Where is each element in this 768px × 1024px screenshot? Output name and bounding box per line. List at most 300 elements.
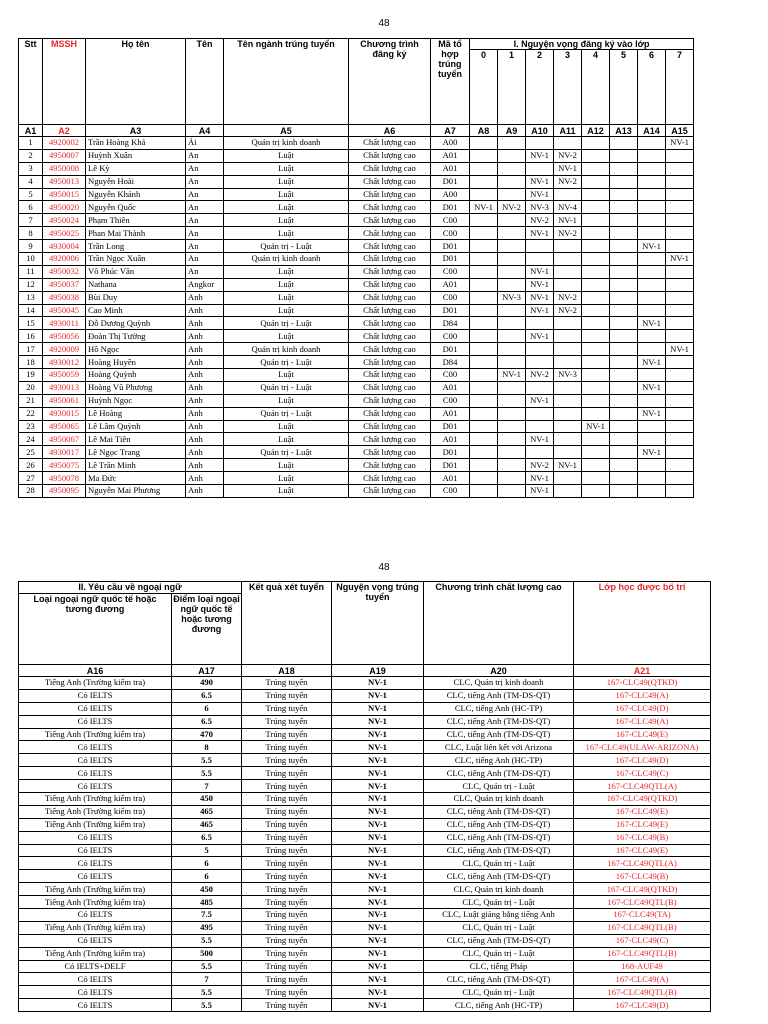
table-row xyxy=(19,162,694,175)
table-cell: 12 xyxy=(19,278,43,291)
table-cell: Trúng tuyển xyxy=(242,999,332,1012)
table-cell: C00 xyxy=(431,214,470,227)
table-cell: 4950037 xyxy=(43,278,86,291)
table-cell xyxy=(666,394,694,407)
table-cell: Chất lượng cao xyxy=(349,381,431,394)
table-row xyxy=(19,960,711,973)
table-cell: 27 xyxy=(19,472,43,485)
table-cell xyxy=(498,188,526,201)
table-cell xyxy=(554,472,582,485)
table-cell: NV-1 xyxy=(332,947,424,960)
table-cell: 167-CLC49(A) xyxy=(574,689,711,702)
table-cell: CLC, Quản trị - Luật xyxy=(424,947,574,960)
table-cell: NV-1 xyxy=(332,921,424,934)
table-cell: Có IELTS xyxy=(19,909,172,922)
column-code: A16 xyxy=(19,665,172,677)
table-cell: A01 xyxy=(431,162,470,175)
table-row xyxy=(19,921,711,934)
table-cell: NV-2 xyxy=(554,304,582,317)
table-row xyxy=(19,857,711,870)
table-cell xyxy=(582,227,610,240)
table-cell: Anh xyxy=(186,291,224,304)
table-cell xyxy=(498,265,526,278)
table-cell: An xyxy=(186,201,224,214)
table-cell: CLC, tiếng Anh (TM-DS-QT) xyxy=(424,818,574,831)
table-cell: CLC, tiếng Anh (TM-DS-QT) xyxy=(424,844,574,857)
table-cell xyxy=(498,394,526,407)
table-cell xyxy=(582,162,610,175)
table-cell: Tiếng Anh (Trường kiểm tra) xyxy=(19,677,172,690)
table-cell: Luật xyxy=(224,188,349,201)
table-cell: NV-1 xyxy=(638,356,666,369)
table-cell xyxy=(610,446,638,459)
table-cell: Hồ Ngọc xyxy=(86,343,186,356)
table-cell xyxy=(582,330,610,343)
table-cell: NV-1 xyxy=(470,201,498,214)
table-cell: 6.5 xyxy=(172,715,242,728)
table-cell: Có IELTS xyxy=(19,831,172,844)
table-cell: Chất lượng cao xyxy=(349,446,431,459)
table-cell xyxy=(610,304,638,317)
table-cell: 4950045 xyxy=(43,304,86,317)
table-cell xyxy=(498,330,526,343)
header-nv-6: 6 xyxy=(638,50,666,125)
table-cell xyxy=(666,472,694,485)
table-cell: 490 xyxy=(172,677,242,690)
table-row xyxy=(19,227,694,240)
table-cell: Có IELTS xyxy=(19,870,172,883)
table-cell: 5 xyxy=(172,844,242,857)
table-cell: 4950095 xyxy=(43,485,86,498)
table-cell: Angkor xyxy=(186,278,224,291)
table-cell xyxy=(470,330,498,343)
table-cell xyxy=(554,394,582,407)
table-cell: CLC, Quản trị kinh doanh xyxy=(424,883,574,896)
table-cell: C00 xyxy=(431,369,470,382)
table-cell xyxy=(610,265,638,278)
table-row xyxy=(19,767,711,780)
table-cell xyxy=(470,343,498,356)
table-cell: 8 xyxy=(172,741,242,754)
table-cell xyxy=(666,446,694,459)
table-cell xyxy=(526,240,554,253)
table-row xyxy=(19,805,711,818)
table-cell: A01 xyxy=(431,278,470,291)
table-cell xyxy=(582,291,610,304)
table-cell: C00 xyxy=(431,485,470,498)
table-cell: Luật xyxy=(224,459,349,472)
table-cell: CLC, tiếng Anh (HC-TP) xyxy=(424,754,574,767)
table-cell xyxy=(554,137,582,150)
table-cell: 167-CLC49(QTKD) xyxy=(574,883,711,896)
table-row xyxy=(19,394,694,407)
header-nguyen-vong-trung-tuyen: Nguyện vọng trúng tuyển xyxy=(332,582,424,665)
table-cell: 4930004 xyxy=(43,240,86,253)
table-cell: 4930011 xyxy=(43,317,86,330)
table-row xyxy=(19,986,711,999)
table-cell: Có IELTS xyxy=(19,999,172,1012)
table-cell: 20 xyxy=(19,381,43,394)
table-cell xyxy=(610,227,638,240)
table-cell: D01 xyxy=(431,201,470,214)
table-row xyxy=(19,973,711,986)
table-cell: Chất lượng cao xyxy=(349,459,431,472)
table-cell: Luật xyxy=(224,394,349,407)
table-cell xyxy=(638,278,666,291)
table-cell xyxy=(610,253,638,266)
table-cell: 167-CLC49QTL(A) xyxy=(574,857,711,870)
table-cell: 19 xyxy=(19,369,43,382)
table-cell: Chất lượng cao xyxy=(349,304,431,317)
table-cell: Nathana xyxy=(86,278,186,291)
table-cell: Chất lượng cao xyxy=(349,188,431,201)
table-cell: NV-1 xyxy=(332,818,424,831)
table-cell: Bùi Duy xyxy=(86,291,186,304)
table-row xyxy=(19,999,711,1012)
table-cell xyxy=(498,162,526,175)
table-cell: NV-1 xyxy=(332,973,424,986)
table-cell xyxy=(638,253,666,266)
table-cell: Luật xyxy=(224,149,349,162)
table-cell: Chất lượng cao xyxy=(349,265,431,278)
table-cell xyxy=(666,330,694,343)
table-cell: Trúng tuyển xyxy=(242,818,332,831)
table-cell: CLC, Quản trị kinh doanh xyxy=(424,793,574,806)
table-cell xyxy=(666,162,694,175)
table-cell: NV-1 xyxy=(332,805,424,818)
table-cell xyxy=(666,278,694,291)
table-cell: Trúng tuyển xyxy=(242,741,332,754)
table-cell: 168-AUF49 xyxy=(574,960,711,973)
table-cell xyxy=(526,253,554,266)
table-row xyxy=(19,702,711,715)
table-cell: NV-1 xyxy=(638,407,666,420)
table-row xyxy=(19,175,694,188)
table-row xyxy=(19,689,711,702)
table-cell: CLC, Quản trị - Luật xyxy=(424,986,574,999)
table-cell xyxy=(582,214,610,227)
table-row xyxy=(19,356,694,369)
table-cell: NV-1 xyxy=(332,715,424,728)
header-nv-4: 4 xyxy=(582,50,610,125)
table-cell: 4930012 xyxy=(43,356,86,369)
table-cell xyxy=(610,291,638,304)
table-cell: NV-2 xyxy=(526,214,554,227)
table-cell xyxy=(610,201,638,214)
table-cell xyxy=(470,291,498,304)
table-cell xyxy=(638,485,666,498)
header-mssh: MSSH xyxy=(43,39,86,125)
table-cell: NV-1 xyxy=(554,214,582,227)
header-nv-5: 5 xyxy=(610,50,638,125)
table-cell: D01 xyxy=(431,343,470,356)
table-cell xyxy=(498,317,526,330)
column-code: A21 xyxy=(574,665,711,677)
table-row xyxy=(19,304,694,317)
table-cell xyxy=(470,356,498,369)
table-cell xyxy=(582,381,610,394)
table-cell: Nguyễn Hoài xyxy=(86,175,186,188)
table-cell: Trúng tuyển xyxy=(242,909,332,922)
table-cell: Huỳnh Ngọc xyxy=(86,394,186,407)
table-cell: 4950059 xyxy=(43,369,86,382)
table-cell xyxy=(610,330,638,343)
table-cell: 7.5 xyxy=(172,909,242,922)
table-cell: CLC, tiếng Anh (TM-DS-QT) xyxy=(424,767,574,780)
table-cell xyxy=(526,446,554,459)
table-cell: CLC, tiếng Anh (HC-TP) xyxy=(424,999,574,1012)
table-row xyxy=(19,883,711,896)
table-cell: Huỳnh Xuân xyxy=(86,149,186,162)
table-row xyxy=(19,214,694,227)
table-cell: NV-1 xyxy=(638,381,666,394)
table-cell: Chất lượng cao xyxy=(349,227,431,240)
table-cell: 167-CLC49(A) xyxy=(574,715,711,728)
table-cell xyxy=(638,330,666,343)
table-row xyxy=(19,485,694,498)
table-cell: 4 xyxy=(19,175,43,188)
table-cell: 3 xyxy=(19,162,43,175)
table-cell: 167-CLC49(B) xyxy=(574,870,711,883)
table-cell xyxy=(470,214,498,227)
table-cell: NV-1 xyxy=(332,677,424,690)
table-cell: 17 xyxy=(19,343,43,356)
table-cell: Trúng tuyển xyxy=(242,883,332,896)
table-cell xyxy=(610,472,638,485)
table-cell: Anh xyxy=(186,304,224,317)
table-cell: 6 xyxy=(172,857,242,870)
table-cell: A00 xyxy=(431,137,470,150)
table-cell: Chất lượng cao xyxy=(349,330,431,343)
table-cell: Chất lượng cao xyxy=(349,253,431,266)
table-cell: CLC, tiếng Pháp xyxy=(424,960,574,973)
table-cell: 167-CLC49(E) xyxy=(574,818,711,831)
table-cell: 4920006 xyxy=(43,253,86,266)
table-cell xyxy=(666,291,694,304)
table-cell xyxy=(610,369,638,382)
column-code: A18 xyxy=(242,665,332,677)
table-cell: 23 xyxy=(19,420,43,433)
table-cell: NV-1 xyxy=(638,317,666,330)
table-cell: Tiếng Anh (Trường kiểm tra) xyxy=(19,793,172,806)
table-cell: 14 xyxy=(19,304,43,317)
table-cell xyxy=(582,253,610,266)
table-cell xyxy=(610,317,638,330)
table-cell xyxy=(582,317,610,330)
table-cell xyxy=(470,420,498,433)
table-cell xyxy=(610,162,638,175)
table-cell: Luật xyxy=(224,472,349,485)
table-cell xyxy=(470,304,498,317)
table-cell: 167-CLC49QTL(B) xyxy=(574,921,711,934)
table-cell: NV-2 xyxy=(526,369,554,382)
table-cell xyxy=(638,227,666,240)
table-row xyxy=(19,754,711,767)
table-cell: NV-1 xyxy=(332,934,424,947)
table-cell: Luật xyxy=(224,304,349,317)
table-row xyxy=(19,240,694,253)
table-row xyxy=(19,446,694,459)
table-cell: 167-CLC49(E) xyxy=(574,805,711,818)
table-cell: Có IELTS xyxy=(19,844,172,857)
table-row xyxy=(19,433,694,446)
table-cell: Có IELTS xyxy=(19,702,172,715)
table-cell: Luật xyxy=(224,433,349,446)
column-code: A19 xyxy=(332,665,424,677)
table-cell: NV-3 xyxy=(498,291,526,304)
table-cell xyxy=(470,317,498,330)
header-nv-2: 2 xyxy=(526,50,554,125)
table-cell: An xyxy=(186,240,224,253)
table-cell: D84 xyxy=(431,356,470,369)
table-cell xyxy=(470,240,498,253)
table-cell: An xyxy=(186,214,224,227)
table-cell xyxy=(610,175,638,188)
table-cell xyxy=(554,317,582,330)
table-cell xyxy=(610,278,638,291)
table-row xyxy=(19,728,711,741)
table-cell: NV-1 xyxy=(332,741,424,754)
table-cell xyxy=(610,420,638,433)
table-cell: Chất lượng cao xyxy=(349,317,431,330)
table-cell xyxy=(638,420,666,433)
column-code: A9 xyxy=(498,125,526,137)
table-cell: NV-4 xyxy=(554,201,582,214)
table-cell xyxy=(470,394,498,407)
table-cell: Chất lượng cao xyxy=(349,278,431,291)
table-row xyxy=(19,472,694,485)
table-cell: NV-2 xyxy=(554,227,582,240)
table-cell: 4950025 xyxy=(43,227,86,240)
table-cell: Nguyễn Mai Phương xyxy=(86,485,186,498)
table-cell xyxy=(582,369,610,382)
table-cell xyxy=(666,369,694,382)
table-cell: Tiếng Anh (Trường kiểm tra) xyxy=(19,921,172,934)
table-cell: 5.5 xyxy=(172,986,242,999)
table-cell: NV-1 xyxy=(526,485,554,498)
table-cell xyxy=(554,381,582,394)
table-cell xyxy=(582,137,610,150)
table-cell: Chất lượng cao xyxy=(349,407,431,420)
table-cell: D84 xyxy=(431,317,470,330)
table-cell: Anh xyxy=(186,394,224,407)
table-cell: NV-1 xyxy=(332,999,424,1012)
table-cell: Có IELTS xyxy=(19,754,172,767)
table-cell: A01 xyxy=(431,149,470,162)
table-cell: Có IELTS xyxy=(19,934,172,947)
table-row xyxy=(19,420,694,433)
table-cell xyxy=(666,304,694,317)
table-cell: 16 xyxy=(19,330,43,343)
table-row xyxy=(19,947,711,960)
table-cell: Võ Phúc Văn xyxy=(86,265,186,278)
table-cell: 2 xyxy=(19,149,43,162)
table-cell: Trúng tuyển xyxy=(242,934,332,947)
table-row xyxy=(19,291,694,304)
table-cell: Tiếng Anh (Trường kiểm tra) xyxy=(19,805,172,818)
page-number: 48 xyxy=(378,18,390,29)
table-cell: NV-1 xyxy=(526,394,554,407)
table-cell: Luật xyxy=(224,330,349,343)
table-cell: Luật xyxy=(224,162,349,175)
table-cell: NV-1 xyxy=(332,844,424,857)
table-cell: Quản trị - Luật xyxy=(224,240,349,253)
table-cell: CLC, tiếng Anh (HC-TP) xyxy=(424,702,574,715)
table-cell: Trúng tuyển xyxy=(242,689,332,702)
table-cell xyxy=(582,485,610,498)
table-cell xyxy=(470,253,498,266)
table-cell xyxy=(526,317,554,330)
table-cell: 26 xyxy=(19,459,43,472)
table-cell xyxy=(554,433,582,446)
table-cell: NV-1 xyxy=(332,689,424,702)
table-cell: Chất lượng cao xyxy=(349,369,431,382)
table-cell xyxy=(470,407,498,420)
column-code: A2 xyxy=(43,125,86,137)
table-cell: Luật xyxy=(224,265,349,278)
table-cell: Quản trị kinh doanh xyxy=(224,343,349,356)
table-cell: CLC, tiếng Anh (TM-DS-QT) xyxy=(424,831,574,844)
table-cell xyxy=(638,394,666,407)
table-cell: 5.5 xyxy=(172,767,242,780)
table-cell: An xyxy=(186,175,224,188)
table-cell xyxy=(470,459,498,472)
table-cell: Quản trị - Luật xyxy=(224,356,349,369)
table-cell xyxy=(610,485,638,498)
table-cell xyxy=(582,149,610,162)
column-code: A11 xyxy=(554,125,582,137)
table-cell: Chất lượng cao xyxy=(349,433,431,446)
table-cell: NV-2 xyxy=(526,459,554,472)
table-cell: NV-3 xyxy=(526,201,554,214)
table-cell: 167-CLC49(A) xyxy=(574,973,711,986)
table-cell: 4950024 xyxy=(43,214,86,227)
table-cell xyxy=(638,459,666,472)
table-cell: 167-CLC49QTL(B) xyxy=(574,947,711,960)
table-cell: Anh xyxy=(186,485,224,498)
column-code: A5 xyxy=(224,125,349,137)
table-cell xyxy=(638,201,666,214)
table-row xyxy=(19,137,694,150)
table-cell: Trúng tuyển xyxy=(242,767,332,780)
table-cell: 450 xyxy=(172,793,242,806)
table-cell: NV-2 xyxy=(554,175,582,188)
table-cell xyxy=(582,201,610,214)
table-cell: Anh xyxy=(186,317,224,330)
table-cell: 500 xyxy=(172,947,242,960)
table-cell: Trúng tuyển xyxy=(242,973,332,986)
table-cell: Trúng tuyển xyxy=(242,857,332,870)
table-cell: Luật xyxy=(224,175,349,188)
header-ma-to-hop: Mã tổ hợp trúng tuyển xyxy=(431,39,470,125)
table-cell: 167-CLC49(QTKD) xyxy=(574,793,711,806)
table-cell xyxy=(498,240,526,253)
table-cell: NV-1 xyxy=(638,446,666,459)
column-code: A1 xyxy=(19,125,43,137)
table-cell: Quản trị - Luật xyxy=(224,381,349,394)
table-cell: NV-1 xyxy=(526,227,554,240)
table-cell: Luật xyxy=(224,214,349,227)
table-cell: 495 xyxy=(172,921,242,934)
table-cell xyxy=(666,433,694,446)
table-cell xyxy=(582,446,610,459)
table-cell xyxy=(498,459,526,472)
table-cell: 167-CLC49QTL(A) xyxy=(574,780,711,793)
table-cell xyxy=(470,381,498,394)
table-cell: 4950008 xyxy=(43,162,86,175)
column-code: A17 xyxy=(172,665,242,677)
table-cell: 5.5 xyxy=(172,999,242,1012)
